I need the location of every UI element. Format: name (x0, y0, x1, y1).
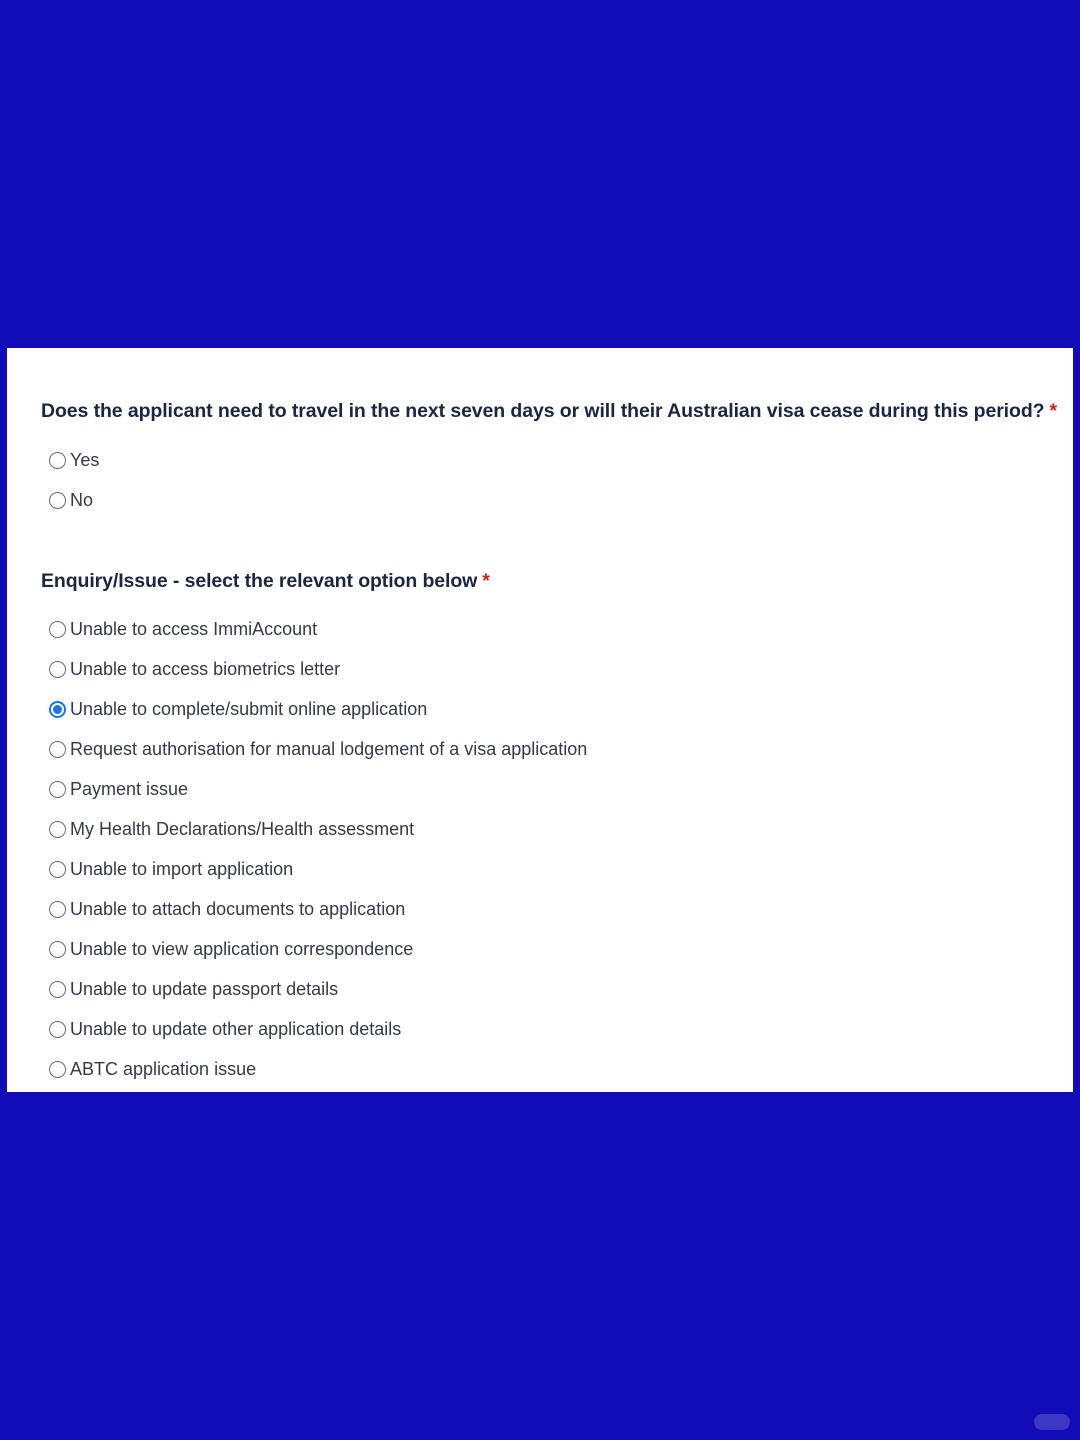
required-marker: * (482, 570, 490, 592)
radio-option-other-details[interactable] (49, 1009, 587, 1049)
required-marker: * (1049, 400, 1057, 422)
radio-option-biometrics-letter[interactable] (49, 649, 587, 689)
radio-button[interactable] (49, 492, 66, 509)
radio-option-label: Unable to update other application details (70, 1018, 402, 1039)
radio-button[interactable] (49, 621, 66, 638)
radio-option-label: My Health Declarations/Health assessment (70, 818, 415, 839)
radio-button[interactable] (49, 781, 66, 798)
radio-option-view-correspondence[interactable] (49, 929, 587, 969)
radio-option-import-application[interactable] (49, 849, 587, 889)
radio-option-label: Yes (70, 449, 100, 470)
radio-button[interactable] (49, 1021, 66, 1038)
radio-button[interactable] (49, 1061, 66, 1078)
radio-option-label: Unable to attach documents to application (70, 898, 406, 919)
radio-button[interactable] (49, 701, 66, 718)
radio-option-label: Payment issue (70, 778, 189, 799)
radio-button[interactable] (49, 941, 66, 958)
radio-option-label: Unable to update passport details (70, 978, 339, 999)
radio-option-submit-application[interactable] (49, 689, 587, 729)
radio-button[interactable] (49, 861, 66, 878)
radio-option-abtc-issue[interactable] (49, 1049, 587, 1089)
radio-option-label: Unable to view application correspondence (70, 938, 414, 959)
radio-button[interactable] (49, 661, 66, 678)
radio-option-health-declarations[interactable] (49, 809, 587, 849)
radio-option-label: Unable to access biometrics letter (70, 658, 341, 679)
radio-button[interactable] (49, 981, 66, 998)
radio-option-yes[interactable] (49, 440, 99, 480)
radio-option-manual-lodgement[interactable] (49, 729, 587, 769)
enquiry-question-label (41, 570, 490, 593)
radio-option-label: Request authorisation for manual lodgement of a visa application (70, 738, 588, 759)
radio-option-label: Unable to complete/submit online application (70, 698, 428, 719)
radio-button[interactable] (49, 901, 66, 918)
watermark-badge (1034, 1414, 1070, 1430)
radio-option-payment-issue[interactable] (49, 769, 587, 809)
radio-button[interactable] (49, 821, 66, 838)
enquiry-radio-group (49, 609, 587, 1089)
travel-radio-group (49, 440, 99, 520)
form-card (7, 348, 1073, 1092)
radio-option-attach-documents[interactable] (49, 889, 587, 929)
radio-option-label: ABTC application issue (70, 1058, 257, 1079)
radio-option-label: No (70, 489, 94, 510)
radio-option-label: Unable to import application (70, 858, 294, 879)
radio-button[interactable] (49, 741, 66, 758)
travel-question-text: Does the applicant need to travel in the next seven days or will their Australian visa cease during this period? (41, 400, 1045, 422)
enquiry-question-text: Enquiry/Issue - select the relevant option below (41, 570, 478, 592)
radio-button[interactable] (49, 452, 66, 469)
radio-option-immiaccount[interactable] (49, 609, 587, 649)
travel-question-label (41, 400, 1057, 423)
radio-option-no[interactable] (49, 480, 99, 520)
radio-option-label: Unable to access ImmiAccount (70, 618, 318, 639)
radio-option-passport-details[interactable] (49, 969, 587, 1009)
